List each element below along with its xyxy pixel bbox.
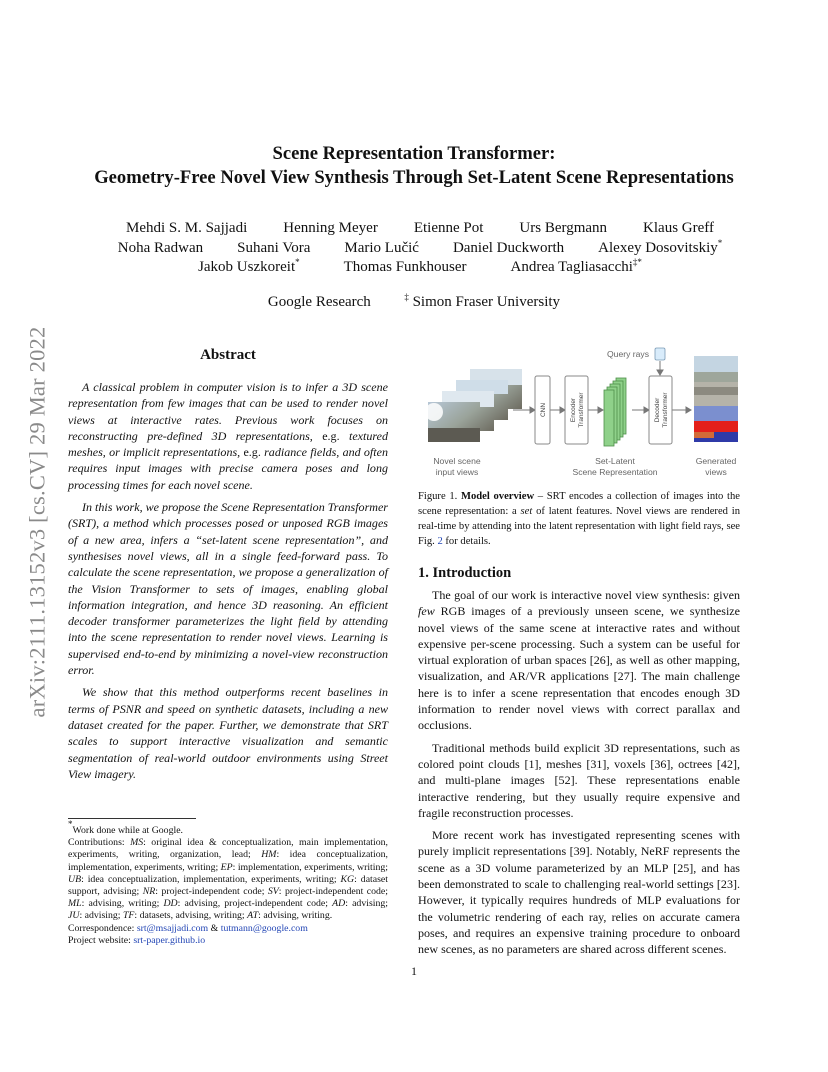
author: Henning Meyer bbox=[283, 220, 378, 236]
intro-paragraph: More recent work has investigated representing scenes with purely implicit representations [39]. Notably, NeRF represents the scene as a 3D volume parameterized by an MLP [25], and has been demonstrated to scale to challenging real-world settings [23]. However, it typically requires hundreds of MLP evaluations for the volumetric rendering of each ray, relies on accurate camera poses, and requires an expensive training procedure to onboard new scenes, as no parameters are shared across different scenes. bbox=[418, 828, 740, 957]
abstract-paragraph: In this work, we propose the Scene Representation Transformer (SRT), a method which processes posed or unposed RGB images of a new area, infers a “set-latent scene representation”, and synthesises novel views, all in a single feed-forward pass. To calculate the scene representation, we propose a generalization of the Vision Transformer to sets of images, enabling global information integration, and hence 3D reasoning. An efficient decoder transformer parameterizes the light field by attending into the scene representation to render novel views. Learning is supervised end-to-end by minimizing a novel-view reconstruction error. bbox=[68, 500, 388, 678]
contribution-text: : advising, writing; bbox=[81, 898, 160, 910]
contributor-initials: TF bbox=[122, 910, 135, 922]
author: Jakob Uszkoreit bbox=[198, 259, 296, 275]
abstract-paragraph: We show that this method outperforms recent baselines in terms of PSNR and speed on synthetic datasets, including a new dataset created for the paper. Further, we demonstrate that SRT scales to support interactive visualization and semantic segmentation of real-world outdoor environments using Street View imagery. bbox=[68, 685, 388, 781]
contribution-list bbox=[68, 837, 388, 921]
contributor-initials: NR bbox=[142, 886, 156, 898]
footnote-work-done: *Work done while at Google. bbox=[68, 819, 183, 836]
author: Thomas Funkhouser bbox=[343, 259, 467, 275]
novel-scene-label: Novel scene input views bbox=[433, 456, 481, 477]
author: Noha Radwan bbox=[117, 239, 204, 256]
figure-1-caption: Figure 1. Model overview – SRT encodes a collection of images into the scene representation: a set of latent features. Novel views are rendered in real-time by attending into the latent representation with light field rays, see Fig. 2 for details. bbox=[418, 491, 740, 547]
affiliation-google: Google Research bbox=[267, 294, 371, 310]
contribution-text: : project-independent code; bbox=[278, 886, 388, 898]
contributor-initials: JU bbox=[68, 910, 80, 922]
set-latent-label: Set-Latent Scene Representation bbox=[572, 456, 658, 477]
email-link[interactable]: tutmann@google.com bbox=[220, 922, 308, 934]
author: Klaus Greff bbox=[643, 220, 714, 236]
contributor-initials: MS bbox=[130, 837, 144, 849]
contribution-text: : datasets, advising, writing; bbox=[134, 910, 245, 922]
cnn-label: CNN bbox=[540, 402, 547, 418]
contribution-text: : project-independent code; bbox=[155, 886, 265, 898]
author-row-3 bbox=[60, 258, 780, 278]
affiliation-mark: ‡ bbox=[404, 292, 409, 302]
website-link[interactable]: srt-paper.github.io bbox=[133, 934, 206, 946]
footnotes bbox=[68, 819, 389, 947]
footnote-contributions: Contributions: MS: original idea & conceptualization, main implementation, experiments, writing, organization, lead; HM: idea conceptualization, implementation, experiments, writing; EP: implementation, experiments, writing; UB: idea conceptualization, implementation, experiments, writing; KG: dataset support, advising; NR: project-independent code; SV: project-independent code; ML: advising, writing; DD: advising, project-independent code; AD: advising; JU: advising; TF: datasets, advising, writing; AT: advising, writing. bbox=[68, 837, 389, 922]
generated-views-label: Generated views bbox=[695, 456, 737, 477]
author-mark: * bbox=[717, 237, 723, 248]
contribution-text: : dataset support, advising; bbox=[68, 873, 388, 898]
author: Alexey Dosovitskiy bbox=[598, 239, 718, 256]
author-mark: ‡* bbox=[632, 257, 642, 267]
author: Mario Lučić bbox=[344, 239, 419, 256]
contribution-text: : advising, project-independent code; bbox=[177, 898, 328, 910]
encoder-label: EncoderTransformer bbox=[570, 392, 585, 428]
affiliations bbox=[0, 294, 828, 311]
author: Suhani Vora bbox=[237, 239, 311, 256]
abstract-paragraph: A classical problem in computer vision is to infer a 3D scene representation from few images that can be used to render novel views at interactive rates. Previous work focuses on reconstructing pre-defined 3D representations, e.g. textured meshes, or implicit representations, e.g. radiance fields, and often requires input images with precise camera poses and long processing times for each novel scene. bbox=[68, 380, 388, 492]
contributor-initials: ML bbox=[68, 898, 82, 910]
set-latent-stack bbox=[604, 378, 626, 446]
arxiv-stamp bbox=[22, 282, 52, 762]
figure-1 bbox=[418, 342, 740, 482]
author-row-2 bbox=[60, 239, 780, 259]
contribution-text: : advising, writing. bbox=[258, 910, 333, 922]
author: Daniel Duckworth bbox=[452, 239, 565, 256]
footnote-website: Project website: srt-paper.github.io bbox=[68, 934, 206, 946]
contributor-initials: KG bbox=[340, 873, 355, 885]
query-rays-label: Query rays bbox=[606, 349, 650, 359]
author-row-1 bbox=[60, 219, 780, 239]
introduction-body bbox=[418, 587, 740, 964]
figure-reference-link[interactable]: 2 bbox=[437, 536, 443, 547]
intro-paragraph: The goal of our work is interactive novel view synthesis: given few RGB images of a previously unseen scene, we synthesize novel views of the same scene at interactive rates and without expensive per-scene processing. Such a system can be useful for virtual exploration of urban spaces [26], as well as other mapping, visualization, and AR/VR applications [27]. The main challenge here is to infer a scene representation that encodes enough 3D information to render novel views with correct parallax and occlusions. bbox=[418, 588, 740, 733]
contribution-text: : advising; bbox=[79, 910, 121, 922]
contributor-initials: SV bbox=[267, 886, 279, 898]
author-list bbox=[60, 219, 780, 278]
author: Andrea Tagliasacchi bbox=[510, 259, 633, 275]
contributor-initials: AT bbox=[247, 910, 259, 922]
contribution-text: : advising; bbox=[345, 898, 389, 910]
abstract-heading: Abstract bbox=[200, 347, 256, 363]
input-view-images bbox=[425, 369, 522, 442]
intro-paragraph: Traditional methods build explicit 3D representations, such as colored point clouds [1], meshes [31], voxels [36], octrees [42], and multi-plane images [52]. These representations enable interactive rendering, but they usually require expensive and fragile reconstruction processes. bbox=[418, 740, 740, 820]
contribution-text: : idea conceptualization, implementation, experiments, writing; bbox=[68, 849, 388, 873]
email-link[interactable]: srt@msajjadi.com bbox=[136, 922, 209, 934]
contribution-text: : original idea & conceptualization, main implementation, experiments, writing, organization, lead; bbox=[68, 837, 388, 861]
decoder-label: DecoderTransformer bbox=[654, 392, 669, 428]
arxiv-id: arXiv:2111.13152v3 [cs.CV] 29 Mar 2022 bbox=[24, 326, 50, 718]
contributor-initials: AD bbox=[332, 898, 346, 910]
author: Urs Bergmann bbox=[519, 220, 608, 236]
paper-title-line1: Scene Representation Transformer: bbox=[272, 143, 556, 164]
generated-views bbox=[694, 356, 738, 442]
author: Mehdi S. M. Sajjadi bbox=[126, 220, 248, 236]
contributor-initials: UB bbox=[68, 873, 82, 885]
footnote-correspondence: Correspondence: srt@msajjadi.com & tutmann@google.com bbox=[68, 922, 308, 934]
footnote-divider bbox=[68, 818, 196, 819]
contributor-initials: DD bbox=[163, 898, 178, 910]
author: Etienne Pot bbox=[413, 220, 484, 236]
contributor-initials: EP bbox=[220, 861, 233, 873]
affiliation-sfu: Simon Fraser University bbox=[412, 294, 561, 310]
contribution-text: : idea conceptualization, implementation, experiments, writing; bbox=[81, 873, 337, 885]
contributor-initials: HM bbox=[261, 849, 277, 861]
page-number: 1 bbox=[411, 964, 417, 978]
query-rays-icon bbox=[655, 348, 665, 360]
abstract-body bbox=[68, 379, 388, 788]
contribution-text: : implementation, experiments, writing; bbox=[232, 861, 389, 873]
paper-title-line2: Geometry-Free Novel View Synthesis Through Set-Latent Scene Representations bbox=[94, 167, 734, 188]
section-heading-introduction: 1. Introduction bbox=[418, 565, 512, 581]
author-mark: * bbox=[295, 257, 300, 267]
